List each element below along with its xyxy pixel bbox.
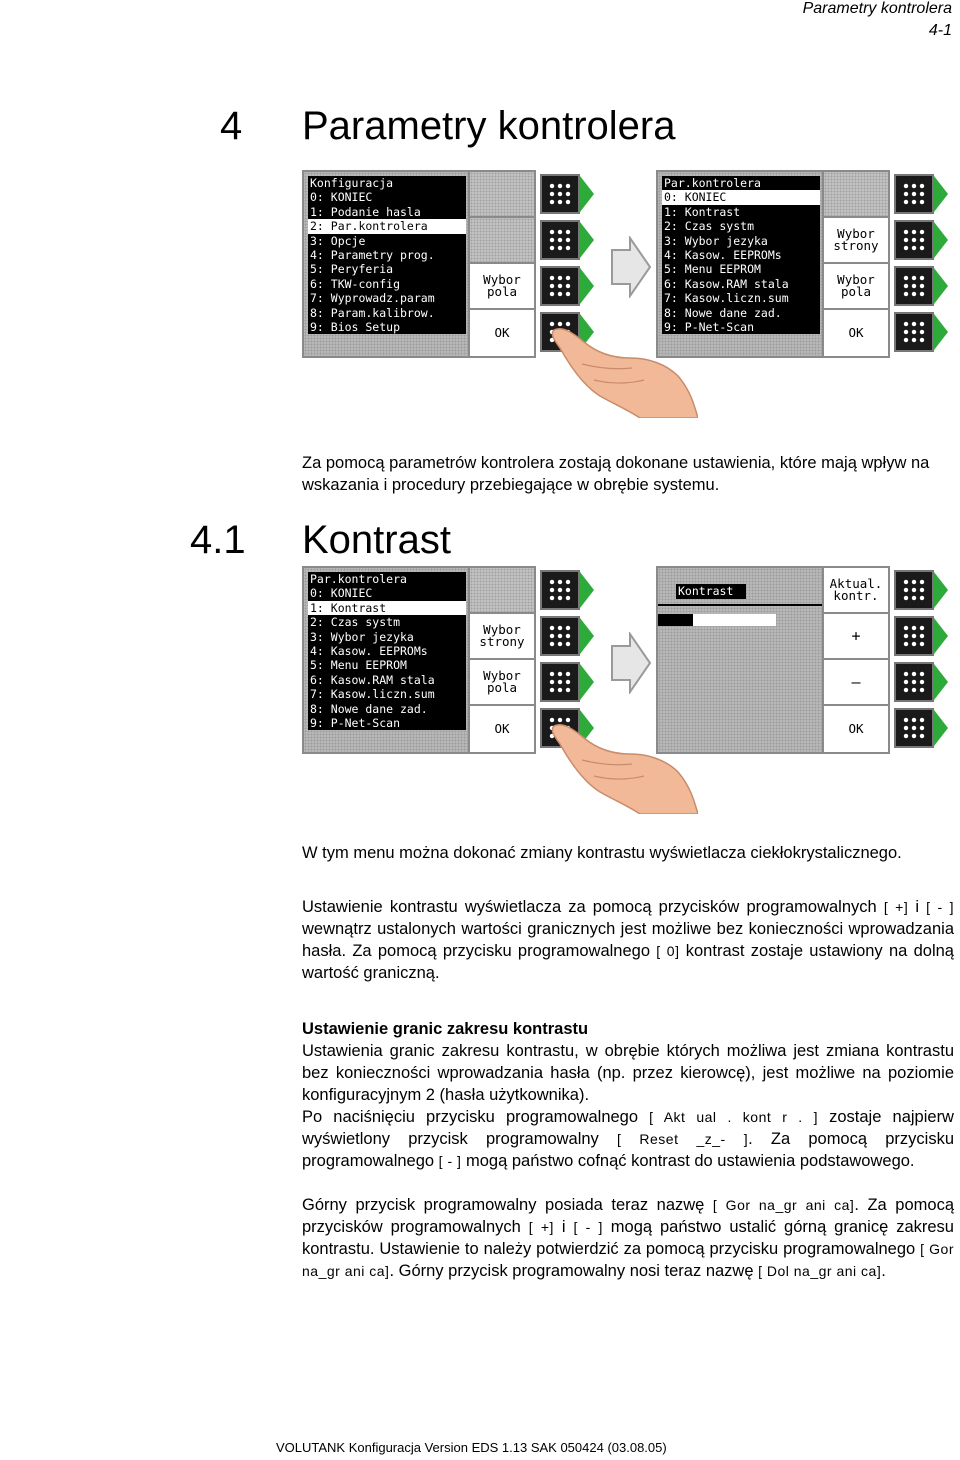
softkey-2[interactable] [470,218,534,264]
menu-item[interactable]: 9: Bios Setup [308,320,466,334]
key-label-lower-limit: [ Dol na_gr ani ca] [758,1263,882,1279]
config-menu [308,176,466,334]
text: . Za pomocą przycisku programowalnego [302,1130,954,1170]
hardkey-3[interactable] [540,662,596,702]
hardkey-2[interactable] [540,220,596,260]
text: . [881,1262,886,1280]
key-label-minus: [ - ] [926,899,954,915]
menu-item[interactable]: 8: Param.kalibrow. [308,306,466,320]
key-label-plus: [ +] [883,899,909,915]
paragraph-contrast-menu: W tym menu można dokonać zmiany kontrastu wyświetlacza ciekłokrystalicznego. [302,844,902,862]
softkey-current-contrast[interactable]: Aktual. kontr. [824,568,888,614]
menu-item[interactable]: 5: Peryferia [308,262,466,276]
key-label-minus: [ - ] [573,1219,603,1235]
text: mogą państwo ustalić górną granicę zakresu kontrastu. Ustawienie to należy potwierdzić za pomocą przycisku programowalnego [302,1218,954,1258]
hardkey-2[interactable] [894,616,950,656]
menu-item-selected[interactable]: 1: Kontrast [308,601,466,615]
menu-item[interactable]: 2: Czas systm [662,219,820,233]
controller-menu [308,572,466,730]
text: Górny przycisk programowalny posiada teraz nazwę [302,1196,713,1214]
menu-item[interactable]: 0: KONIEC [308,586,466,600]
subsection-title [302,1018,954,1040]
key-label-upper-limit: [ Gor na_gr ani ca] [712,1197,855,1213]
hardkey-2[interactable] [894,220,950,260]
key-label-plus: [ +] [528,1219,554,1235]
softkey-1[interactable] [470,172,534,218]
softkey-page-select[interactable]: Wybor strony [824,218,888,264]
menu-item[interactable]: 4: Kasow. EEPROMs [662,248,820,262]
softkey-column [468,568,534,752]
page-footer: VOLUTANK Konfiguracja Version EDS 1.13 SAK 050424 (03.08.05) [276,1440,667,1455]
page-number: 4-1 [928,22,952,39]
menu-item[interactable]: 3: Opcje [308,234,466,248]
menu-item-selected[interactable]: 0: KONIEC [662,190,820,204]
softkey-column [822,568,888,752]
menu-item[interactable]: 6: TKW-config [308,277,466,291]
text: . Za pomocą przycisków programowalnych [302,1196,954,1236]
contrast-bar [658,614,776,626]
menu-item[interactable]: 4: Parametry prog. [308,248,466,262]
softkey-plus[interactable]: + [824,614,888,660]
hardkey-1[interactable] [540,174,596,214]
hardkey-1[interactable] [894,570,950,610]
softkey-ok[interactable]: OK [494,721,510,736]
paragraph-reset [302,1106,954,1172]
menu-item[interactable]: 6: Kasow.RAM stala [662,277,820,291]
menu-item[interactable]: 8: Nowe dane zad. [308,702,466,716]
menu-item[interactable]: 3: Wybor jezyka [662,234,820,248]
arrow-right-icon [608,236,652,298]
key-label-upper-limit: [ Gor na_gr ani ca] [302,1241,954,1279]
text: i [908,898,927,916]
hardkey-4[interactable] [894,312,950,352]
text: mogą państwo cofnąć kontrast do ustawienia podstawowego. [461,1152,915,1170]
menu-item[interactable]: 7: Kasow.liczn.sum [662,291,820,305]
section-title: Kontrast [302,518,451,562]
menu-item[interactable]: 9: P-Net-Scan [662,320,820,334]
menu-title: Par.kontrolera [308,572,466,586]
paragraph-limits-intro: Ustawienia granic zakresu kontrastu, w obrębie których możliwa jest zmiana kontrastu bez konieczności wprowadzania hasła (np. przez kierowcę), jest możliwe na poziomie konfiguracyjnym 2 (hasła użytkownika). [302,1042,954,1104]
menu-title: Konfiguracja [308,176,466,190]
contrast-bar-fill [658,614,693,626]
intro-paragraph: Za pomocą parametrów kontrolera zostają dokonane ustawienia, które mają wpływ na wskazania i procedury przebiegające w obrębie systemu. [302,454,930,494]
hardkey-3[interactable] [540,266,596,306]
softkey-ok[interactable]: OK [848,721,864,736]
softkey-column [468,172,534,356]
text: wewnątrz ustalonych wartości granicznych jest możliwe bez konieczności wprowadzania hasła. Za pomocą przycisku programowalnego [302,920,954,960]
text: zostaje najpierw wyświetlony przycisk programowalny [302,1108,954,1148]
lcd-screen-config [302,170,536,358]
key-label-reset: [ Reset _z_- ] [617,1131,749,1147]
chapter-title: Parametry kontrolera [302,104,676,148]
softkey-3[interactable]: Wybor pola [470,264,534,310]
menu-item[interactable]: 3: Wybor jezyka [308,630,466,644]
paragraph-contrast-keys [302,896,954,984]
subsection-title-text: Ustawienie granic zakresu kontrastu [302,1020,589,1038]
softkey-1[interactable] [824,172,888,218]
menu-item[interactable]: 1: Podanie hasla [308,205,466,219]
text: Ustawienie kontrastu wyświetlacza za pomocą przycisków programowalnych [302,898,877,916]
hardkey-3[interactable] [894,266,950,306]
hardkey-1[interactable] [540,570,596,610]
key-label-minus: [ - ] [438,1153,462,1169]
hardkey-1[interactable] [894,174,950,214]
menu-item[interactable]: 7: Kasow.liczn.sum [308,687,466,701]
menu-item[interactable]: 4: Kasow. EEPROMs [308,644,466,658]
contrast-divider [658,604,822,606]
contrast-title: Kontrast [676,584,746,599]
softkey-field-select[interactable]: Wybor pola [470,660,534,706]
lcd-screen-controller-params [656,170,890,358]
chapter-number: 4 [220,104,243,148]
arrow-right-icon [608,632,652,694]
key-label-zero: [ 0] [656,943,680,959]
lcd-screen-controller-params [302,566,536,754]
hardkey-3[interactable] [894,662,950,702]
text: kontrast zostaje ustawiony na dolną wartość graniczną. [302,942,954,982]
softkey-1[interactable] [470,568,534,614]
text: . Górny przycisk programowalny nosi teraz nazwę [389,1262,759,1280]
softkey-column [822,172,888,356]
controller-menu [662,176,820,334]
menu-item[interactable]: 1: Kontrast [662,205,820,219]
softkey-ok[interactable]: OK [494,325,510,340]
lcd-screen-contrast [656,566,890,754]
paragraph-upper-limit [302,1194,954,1282]
softkey-ok[interactable]: OK [848,325,864,340]
menu-item-selected[interactable]: 2: Par.kontrolera [308,219,466,233]
softkey-minus[interactable]: – [824,660,888,706]
menu-item[interactable]: 6: Kasow.RAM stala [308,673,466,687]
section-number: 4.1 [190,518,246,562]
key-label-current-contrast: [ Akt ual . kont r . ] [649,1109,818,1125]
menu-item[interactable]: 9: P-Net-Scan [308,716,466,730]
menu-item[interactable]: 0: KONIEC [308,190,466,204]
softkey-page-select[interactable]: Wybor strony [470,614,534,660]
menu-item[interactable]: 2: Czas systm [308,615,466,629]
running-header-title: Parametry kontrolera [802,0,952,17]
hardkey-2[interactable] [540,616,596,656]
menu-item[interactable]: 5: Menu EEPROM [662,262,820,276]
menu-item[interactable]: 8: Nowe dane zad. [662,306,820,320]
menu-item[interactable]: 5: Menu EEPROM [308,658,466,672]
menu-item[interactable]: 7: Wyprowadz.param [308,291,466,305]
hardkey-4[interactable] [894,708,950,748]
softkey-field-select[interactable]: Wybor pola [824,264,888,310]
text: Po naciśnięciu przycisku programowalnego [302,1108,650,1126]
menu-title: Par.kontrolera [662,176,820,190]
text: i [553,1218,574,1236]
